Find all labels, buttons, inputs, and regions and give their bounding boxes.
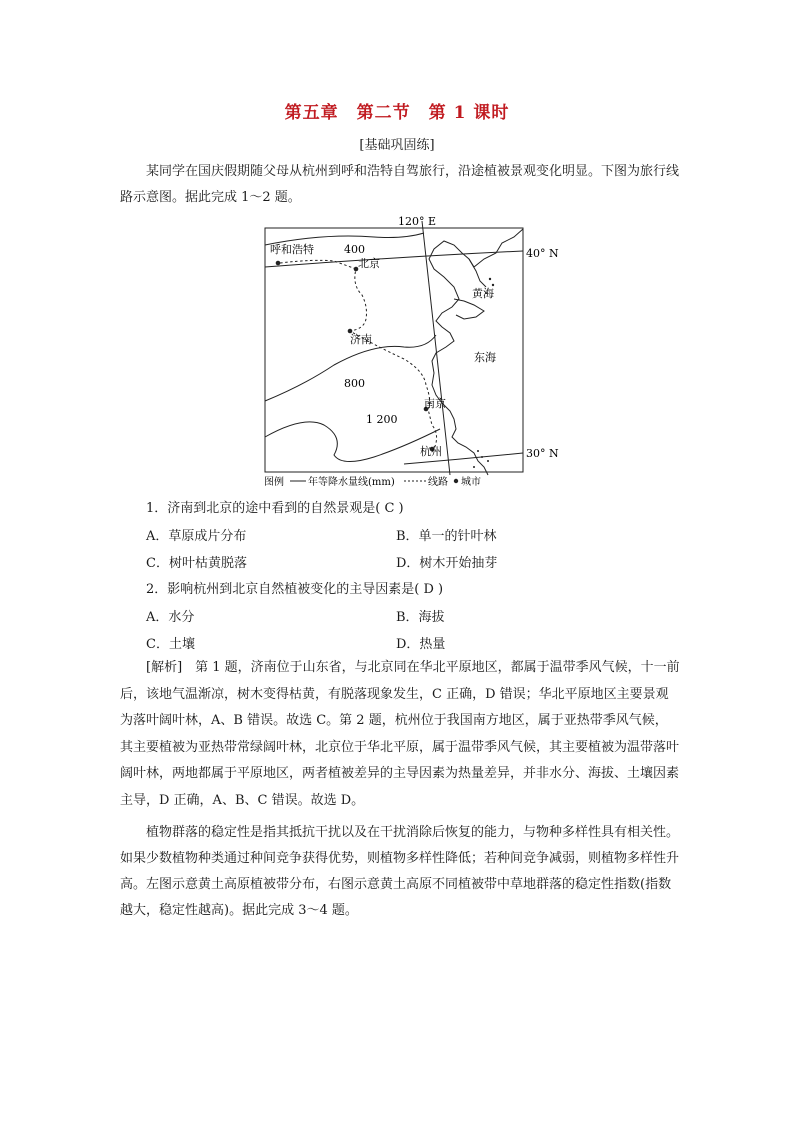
legend-route: 线路: [428, 477, 448, 488]
isoline-1200: [265, 422, 440, 462]
question-2-option-d: D．热量: [396, 637, 446, 652]
travel-route: [280, 260, 437, 449]
meridian-label: 120° E: [398, 215, 437, 228]
meridian-120e: [422, 221, 450, 475]
city-label-beijing: 北京: [358, 257, 380, 270]
section-subtitle: [基础巩固练]: [359, 138, 435, 153]
route-map: [264, 215, 559, 491]
question-2-stem: 2．影响杭州到北京自然植被变化的主导因素是( D ): [146, 582, 444, 597]
isoline-400-label: 400: [344, 243, 365, 256]
question-2-option-b: B．海拔: [396, 610, 445, 625]
page-title: 第五章 第二节 第 1 课时: [284, 103, 510, 123]
map-legend: [264, 475, 481, 488]
city-label-huhehaote: 呼和浩特: [270, 243, 314, 256]
question-2-option-a: A．水分: [146, 610, 195, 625]
legend-isoline: 年等降水量线(mm): [308, 477, 395, 488]
analysis-paragraph: [解析] 第 1 题，济南位于山东省，与北京同在华北平原地区，都属于温带季风气候，十一前后，该地气温渐凉，树木变得枯黄，有脱落现象发生，C 正确，D 错误；华北平原地区主要景观为落叶阔叶林，A、B 错误。故选 C。第 2 题，杭州位于我国南方地区，属于亚热带季风气候，其主要植被为亚热带常绿阔叶林，北京位于华北平原，属于温带季风气候，其主要植被为温带落叶阔叶林，两地都属于平原地区，两者植被差异的主导因素为热量差异，并非水分、海拔、土壤因素主导，D 正确，A、B、C 错误。故选 D。: [120, 660, 680, 808]
intro-paragraph-2: 植物群落的稳定性是指其抵抗干扰以及在干扰消除后恢复的能力，与物种多样性具有相关性。如果少数植物种类通过种间竞争获得优势，则植物多样性降低；若种间竞争减弱，则植物多样性升高。左图示意黄土高原植被带分布，右图示意黄土高原不同植被带中草地群落的稳定性指数(指数越大，稳定性越高)。据此完成 3～4 题。: [120, 825, 680, 918]
isoline-1200-label: 1 200: [366, 413, 398, 426]
question-1-option-a: A．草原成片分布: [146, 529, 247, 544]
question-1-option-d: D．树木开始抽芽: [396, 556, 498, 571]
legend-prefix: 图例: [264, 477, 284, 488]
intro-paragraph-1: 某同学在国庆假期随父母从杭州到呼和浩特自驾旅行，沿途植被景观变化明显。下图为旅行线路示意图。据此完成 1～2 题。: [120, 164, 680, 205]
isoline-800-label: 800: [344, 377, 365, 390]
question-1-option-b: B．单一的针叶林: [396, 529, 497, 544]
city-dot-huhehaote: [276, 261, 281, 266]
city-label-jinan: 济南: [350, 333, 372, 346]
question-2-option-c: C．土壤: [146, 637, 195, 652]
sea-label-donghai: 东海: [474, 351, 496, 364]
lat-40-label: 40° N: [526, 247, 559, 260]
question-1-option-c: C．树叶枯黄脱落: [146, 556, 247, 571]
question-1-stem: 1．济南到北京的途中看到的自然景观是( C ): [146, 501, 404, 516]
city-label-hangzhou: 杭州: [420, 445, 442, 458]
city-label-nanjing: 南京: [424, 397, 446, 410]
legend-city: 城市: [461, 477, 481, 488]
sea-label-huanghai: 黄海: [472, 287, 494, 300]
lat-30-label: 30° N: [526, 447, 559, 460]
